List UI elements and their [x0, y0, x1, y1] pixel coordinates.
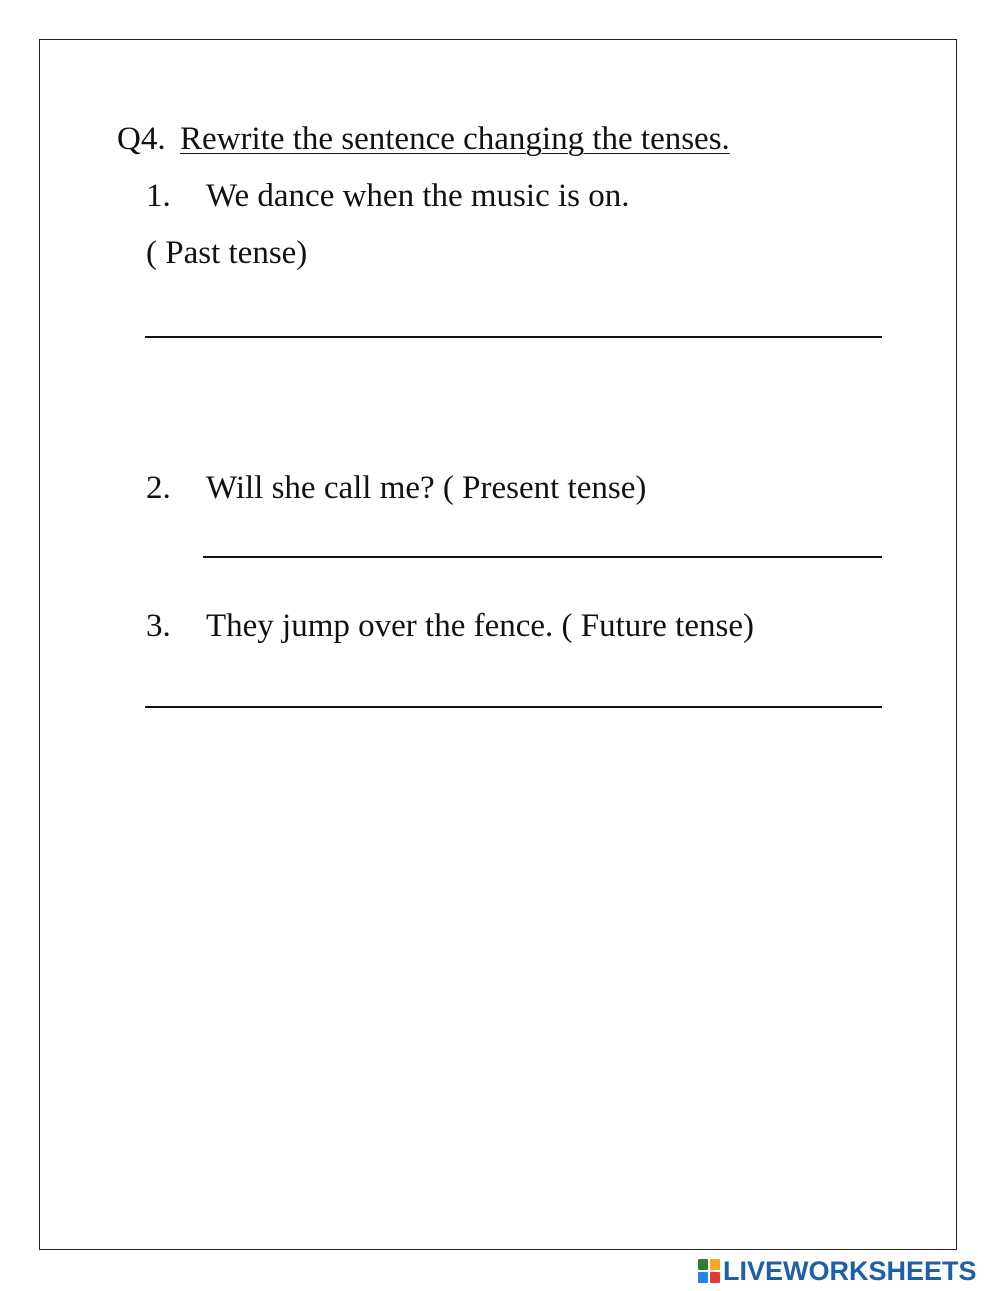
item-2-answer-line[interactable]: [203, 556, 882, 558]
logo-tile: [710, 1259, 720, 1270]
brand-name: LIVEWORKSHEETS: [723, 1256, 977, 1286]
question-instruction: Rewrite the sentence changing the tenses.: [180, 121, 730, 157]
item-1-answer-line[interactable]: [145, 336, 882, 338]
item-1-number: 1.: [146, 178, 171, 214]
item-3-sentence: They jump over the fence. ( Future tense): [206, 608, 754, 644]
liveworksheets-logo-icon: [698, 1259, 720, 1283]
item-2-sentence: Will she call me? ( Present tense): [206, 470, 647, 506]
item-3-number: 3.: [146, 608, 171, 644]
item-2-number: 2.: [146, 470, 171, 506]
liveworksheets-branding: [698, 1256, 977, 1286]
item-1-sentence: We dance when the music is on.: [206, 178, 630, 214]
logo-tile: [698, 1259, 708, 1270]
question-number: Q4.: [117, 121, 166, 157]
item-1-tense-hint: ( Past tense): [146, 235, 308, 271]
item-3-answer-line[interactable]: [145, 706, 882, 708]
logo-tile: [698, 1272, 708, 1283]
logo-tile: [710, 1272, 720, 1283]
